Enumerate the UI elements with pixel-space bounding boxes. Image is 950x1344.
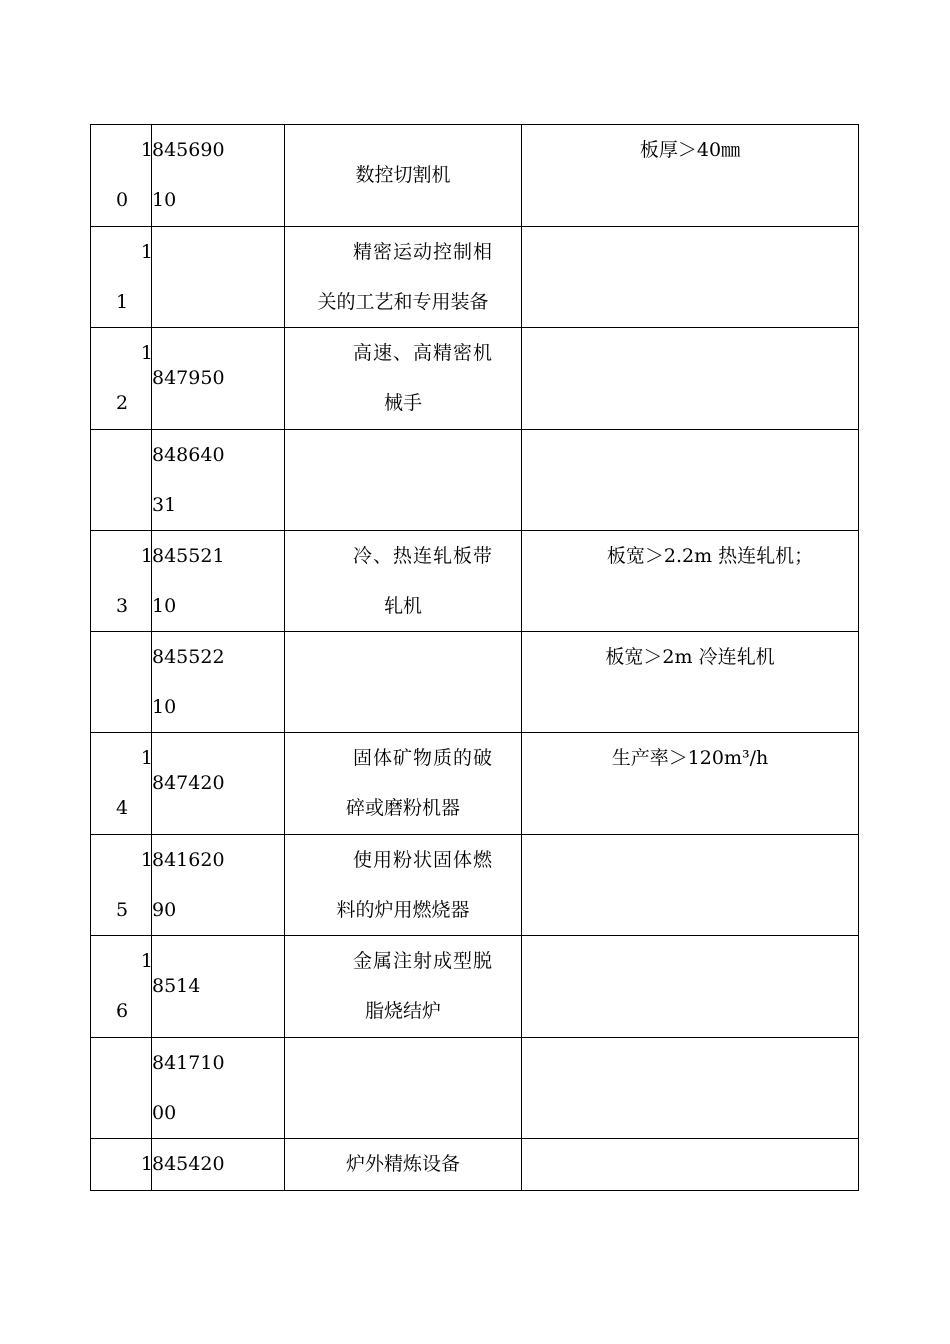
table-row: [91, 531, 859, 632]
equipment-name-line2: 械手: [383, 392, 422, 414]
equipment-name-cell: [285, 1038, 522, 1139]
equipment-name-cell: [285, 430, 522, 531]
equipment-name-cell: [285, 328, 522, 430]
row-number-line2: 0: [116, 189, 129, 211]
row-number-line1: 1: [140, 747, 153, 769]
equipment-name-line1: 固体矿物质的破: [352, 747, 493, 769]
tariff-code-cell: [152, 430, 285, 531]
row-number-cell: [91, 430, 152, 531]
row-number-line1: 1: [140, 545, 153, 567]
tariff-code-line2: 10: [152, 696, 177, 718]
row-number-line2: 5: [116, 899, 129, 921]
equipment-name-line2: 关的工艺和专用装备: [317, 291, 489, 313]
tariff-code-cell: [152, 835, 285, 936]
tariff-code-line1: 841710: [152, 1052, 225, 1074]
spec-cell: [522, 328, 859, 430]
table-row: [91, 125, 859, 227]
tariff-code-cell: [152, 227, 285, 328]
tariff-code-cell: 847950: [152, 328, 285, 430]
row-number-line1: 1: [140, 342, 153, 364]
equipment-name-line2: 碎或磨粉机器: [345, 797, 460, 819]
row-number-line2: 6: [116, 1000, 129, 1022]
spec-cell: [522, 1139, 859, 1191]
spec-cell: [522, 1038, 859, 1139]
equipment-name-cell: [285, 531, 522, 632]
row-number-line2: 3: [116, 595, 129, 617]
row-number-line1: 1: [140, 849, 153, 871]
tariff-code-cell: [152, 1038, 285, 1139]
row-number-line2: 1: [116, 291, 129, 313]
tariff-code-line2: 10: [152, 595, 177, 617]
row-number-cell: [91, 733, 152, 835]
equipment-name-line1: 使用粉状固体燃: [352, 849, 493, 871]
tariff-code-line1: 848640: [152, 444, 225, 466]
tariff-code-line1: 845522: [152, 646, 225, 668]
equipment-name-cell: [285, 733, 522, 835]
equipment-name-cell: [285, 835, 522, 936]
equipment-name-cell: 炉外精炼设备: [285, 1139, 522, 1191]
row-number-cell: [91, 835, 152, 936]
spec-cell: 板宽＞2.2m 热连轧机；: [522, 531, 859, 632]
equipment-name-line1: 精密运动控制相: [352, 241, 493, 263]
row-number-line1: 1: [140, 241, 153, 263]
row-number-line1: 1: [140, 139, 153, 161]
tariff-code-cell: 847420: [152, 733, 285, 835]
tariff-code-cell: [152, 125, 285, 227]
tariff-code-line1: 841620: [152, 849, 225, 871]
row-number-line2: 4: [116, 797, 129, 819]
spec-cell: [522, 227, 859, 328]
table-row: [91, 328, 859, 430]
row-number-line2: 2: [116, 392, 129, 414]
row-number-cell: [91, 125, 152, 227]
equipment-name-line2: 料的炉用燃烧器: [336, 899, 470, 921]
spec-cell: 板厚＞40㎜: [522, 125, 859, 227]
tariff-code-line2: 90: [152, 899, 177, 921]
row-number-cell: [91, 936, 152, 1038]
spec-cell: 板宽＞2m 冷连轧机: [522, 632, 859, 733]
spec-cell: [522, 835, 859, 936]
tariff-code-line1: 845521: [152, 545, 225, 567]
table-row: [91, 1038, 859, 1139]
equipment-name-line1: 金属注射成型脱: [352, 950, 493, 972]
tariff-code-line2: 00: [152, 1102, 177, 1124]
tariff-code-cell: [152, 632, 285, 733]
equipment-name-line2: 脂烧结炉: [364, 1000, 441, 1022]
row-number-line1: 1: [140, 950, 153, 972]
table-row: [91, 936, 859, 1038]
row-number-cell: [91, 1139, 152, 1191]
spec-cell: 生产率＞120m³/h: [522, 733, 859, 835]
row-number-cell: [91, 227, 152, 328]
table-row: [91, 430, 859, 531]
equipment-name-cell: [285, 936, 522, 1038]
tariff-code-line2: 10: [152, 189, 177, 211]
equipment-name-line1: 高速、高精密机: [352, 342, 493, 364]
equipment-name-cell: [285, 632, 522, 733]
row-number-cell: [91, 531, 152, 632]
equipment-name-line1: 冷、热连轧板带: [352, 545, 493, 567]
tariff-code-cell: 845420: [152, 1139, 285, 1191]
equipment-name-cell: [285, 227, 522, 328]
table-row: [91, 835, 859, 936]
row-number-cell: [91, 1038, 152, 1139]
equipment-table: [90, 124, 859, 1191]
spec-cell: [522, 430, 859, 531]
tariff-code-cell: [152, 531, 285, 632]
row-number-cell: [91, 632, 152, 733]
tariff-code-line1: 845690: [152, 139, 225, 161]
spec-cell: [522, 936, 859, 1038]
equipment-name-cell: 数控切割机: [285, 125, 522, 227]
tariff-code-line2: 31: [152, 494, 177, 516]
tariff-code-cell: 8514: [152, 936, 285, 1038]
row-number-cell: [91, 328, 152, 430]
row-number-line1: 1: [140, 1153, 153, 1175]
equipment-name-line2: 轧机: [383, 595, 422, 617]
table-row: [91, 733, 859, 835]
table-row: [91, 227, 859, 328]
table-row: [91, 632, 859, 733]
table-row: [91, 1139, 859, 1191]
